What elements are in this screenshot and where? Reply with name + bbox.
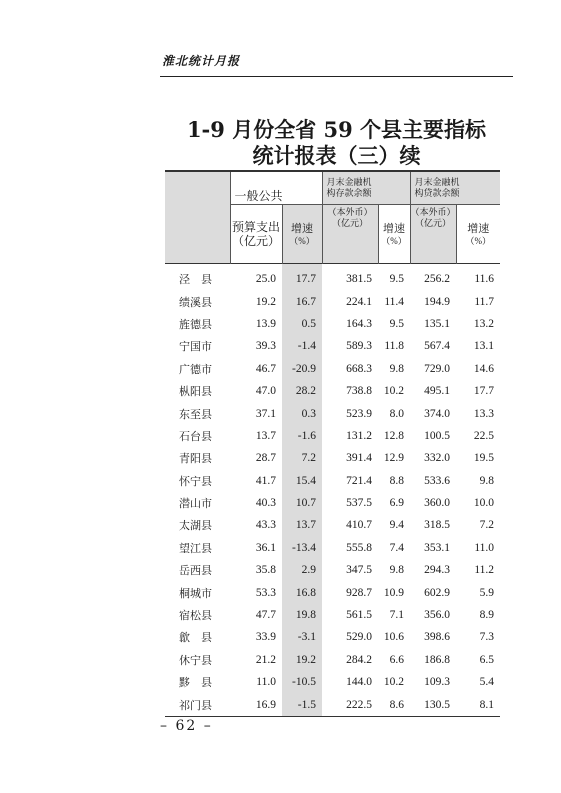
budget-growth-cell: -3.1 [282,626,322,648]
county-name-cell: 休宁县 [179,653,212,667]
loan-growth-cell: 6.5 [479,653,495,666]
deposit-value-cell: 537.5 [346,497,373,510]
loan-growth-cell: 5.4 [479,676,495,689]
loan-value-cell: 294.3 [424,564,451,577]
header-rule [160,76,513,77]
county-name-cell: 黟 县 [179,676,212,690]
budget-growth-cell: 10.7 [282,492,322,514]
loan-growth-cell: 19.5 [473,452,495,465]
loan-growth-cell: 13.3 [473,407,495,420]
table-row [165,626,500,648]
loan-growth-header [456,205,500,264]
budget-value-header [230,205,282,264]
budget-growth-cell: 19.2 [282,649,322,671]
table-row [165,264,500,291]
loan-growth-label: 增速 [467,222,490,235]
loan-value-cell: 729.0 [424,362,451,375]
page-subtitle: 统计报表（三）续 [252,143,421,168]
budget-growth-cell: 0.3 [282,402,322,424]
loan-growth-unit: （%） [465,235,492,246]
deposit-growth-cell: 6.9 [389,497,405,510]
budget-growth-cell: -20.9 [282,358,322,380]
deposit-value-cell: 410.7 [346,519,373,532]
budget-value-cell: 16.9 [230,693,282,716]
budget-growth-cell: 13.7 [282,514,322,536]
budget-value-cell: 35.8 [255,564,276,577]
county-name-cell: 宿松县 [179,609,212,623]
deposit-growth-cell: 10.2 [383,676,405,689]
loan-value-cell: 130.5 [410,693,456,716]
deposit-growth-cell: 6.6 [389,653,405,666]
deposit-growth-header [378,205,410,264]
deposit-value-cell: 561.5 [346,609,373,622]
budget-growth-cell: 28.2 [282,380,322,402]
deposit-growth-cell: 9.8 [389,362,405,375]
deposit-value-cell: 721.4 [346,474,373,487]
deposit-value-cell: 928.7 [346,586,373,599]
county-name-cell: 太湖县 [179,519,212,533]
loan-value-cell: 495.1 [424,385,451,398]
deposit-growth-cell: 9.4 [389,519,405,532]
budget-value-cell: 46.7 [255,362,276,375]
budget-value-cell: 37.1 [255,407,276,420]
deposit-growth-cell: 9.5 [389,273,405,286]
budget-header-top [230,171,322,205]
table-row [165,380,500,402]
loan-value-cell: 567.4 [424,340,451,353]
loan-value-cell: 353.1 [424,541,451,554]
loan-header-l1: 月末金融机 [414,177,460,187]
deposit-value-cell: 381.5 [346,273,373,286]
table-row [165,693,500,716]
budget-growth-label: 增速 [291,222,313,235]
county-name-cell: 青阳县 [179,452,212,466]
loan-value-cell: 356.0 [424,609,451,622]
budget-header-l2: 预算支出 [231,220,280,234]
budget-value-cell: 28.7 [255,452,276,465]
deposit-growth-cell: 10.6 [383,631,405,644]
loan-value-cell: 194.9 [424,295,451,308]
budget-value-cell: 33.9 [255,631,276,644]
deposit-growth-cell: 7.1 [389,609,405,622]
table-row [165,514,500,536]
county-name-cell: 旌德县 [179,317,212,331]
budget-growth-cell: -13.4 [282,537,322,559]
budget-value-cell: 19.2 [255,295,276,308]
county-name-cell: 桐城市 [179,586,212,600]
budget-value-cell: 47.7 [255,609,276,622]
loan-value-cell: 186.8 [424,653,451,666]
publication-header: 淮北统计月报 [162,54,241,68]
budget-growth-cell: -1.6 [282,425,322,447]
deposit-value-cell: 555.8 [346,541,373,554]
loan-growth-cell: 10.0 [473,497,495,510]
deposit-value-cell: 224.1 [346,295,373,308]
statistics-table [165,170,500,717]
table-row [165,425,500,447]
table-row [165,581,500,603]
table-row [165,470,500,492]
table-row [165,313,500,335]
budget-growth-cell: 0.5 [282,313,322,335]
table-row [165,671,500,693]
loan-header-l3: （本外币） [410,207,456,217]
loan-value-cell: 360.0 [424,497,451,510]
table-body [165,264,500,717]
budget-value-cell: 13.7 [255,429,276,442]
budget-value-cell: 21.2 [255,653,276,666]
loan-header-top [410,171,500,205]
deposit-value-cell: 523.9 [346,407,373,420]
budget-header-l1: 一般公共 [234,189,283,203]
budget-value-cell: 11.0 [256,676,276,689]
loan-value-cell: 256.2 [424,273,451,286]
deposit-header-l3: （本外币） [327,207,373,217]
table-row [165,447,500,469]
table-row [165,335,500,357]
page-title: 1-9 月份全省 59 个县主要指标 [186,117,487,142]
budget-growth-unit: （%） [289,235,315,246]
budget-growth-cell: 16.8 [282,581,322,603]
loan-growth-cell: 9.8 [479,474,495,487]
budget-growth-cell: 16.7 [282,290,322,312]
budget-value-cell: 43.3 [255,519,276,532]
deposit-header-l1: 月末金融机 [326,177,372,187]
loan-growth-cell: 13.1 [473,340,495,353]
loan-growth-cell: 7.3 [479,631,495,644]
deposit-value-cell: 144.0 [346,676,373,689]
deposit-value-cell: 284.2 [346,653,373,666]
deposit-value-header [322,205,378,264]
county-name-cell: 东至县 [179,407,212,421]
budget-growth-cell: 7.2 [282,447,322,469]
budget-value-cell: 40.3 [255,497,276,510]
deposit-growth-label: 增速 [383,222,406,235]
loan-growth-cell: 11.7 [474,295,495,308]
loan-value-cell: 135.1 [424,317,451,330]
table-row [165,358,500,380]
budget-value-cell: 13.9 [255,317,276,330]
loan-growth-cell: 11.6 [474,273,495,286]
budget-value-cell: 25.0 [255,273,276,286]
table-row [165,649,500,671]
loan-growth-cell: 11.2 [474,564,495,577]
deposit-value-cell: 668.3 [346,362,373,375]
deposit-growth-cell: 8.8 [389,474,405,487]
deposit-growth-cell: 7.4 [389,541,405,554]
deposit-value-cell: 391.4 [346,452,373,465]
loan-growth-cell: 8.9 [479,609,495,622]
deposit-value-cell: 347.5 [346,564,373,577]
table-row [165,402,500,424]
table-row [165,604,500,626]
county-name-cell: 广德市 [179,362,212,376]
deposit-growth-cell: 9.5 [389,317,405,330]
budget-value-cell: 47.0 [255,385,276,398]
budget-value-cell: 41.7 [255,474,276,487]
budget-growth-cell: -1.5 [282,693,322,716]
loan-growth-cell: 14.6 [473,362,495,375]
loan-growth-cell: 13.2 [473,317,495,330]
deposit-header-l2: 构存款余额 [326,188,372,198]
deposit-growth-cell: 11.4 [384,295,405,308]
loan-growth-cell: 11.0 [474,541,495,554]
deposit-value-cell: 222.5 [322,693,378,716]
deposit-value-cell: 131.2 [346,429,373,442]
deposit-growth-cell: 8.0 [389,407,405,420]
deposit-value-cell: 738.8 [346,385,373,398]
loan-value-cell: 109.3 [424,676,451,689]
deposit-growth-cell: 10.2 [383,385,405,398]
budget-value-cell: 53.3 [255,586,276,599]
county-name-cell: 绩溪县 [179,295,212,309]
loan-value-cell: 533.6 [424,474,451,487]
budget-value-cell: 36.1 [255,541,276,554]
loan-growth-cell: 5.9 [479,586,495,599]
deposit-growth-cell: 12.9 [383,452,405,465]
county-name-cell: 望江县 [179,541,212,555]
loan-growth-cell: 22.5 [473,429,495,442]
deposit-value-cell: 589.3 [346,340,373,353]
county-name-cell: 怀宁县 [179,474,212,488]
county-name-cell: 石台县 [179,429,212,443]
deposit-growth-unit: （%） [381,235,407,246]
loan-growth-cell: 17.7 [473,385,495,398]
loan-header-l4: （亿元） [415,218,452,228]
budget-growth-cell: 2.9 [282,559,322,581]
deposit-growth-cell: 11.8 [384,340,405,353]
budget-growth-cell: 17.7 [282,264,322,291]
budget-value-cell: 39.3 [255,340,276,353]
loan-value-cell: 374.0 [424,407,451,420]
table-row [165,290,500,312]
table-row [165,492,500,514]
budget-growth-cell: 19.8 [282,604,322,626]
page-number: – 62 – [160,718,213,734]
deposit-growth-cell: 9.8 [389,564,405,577]
county-name-cell: 潜山市 [179,497,212,511]
loan-value-header [410,205,456,264]
table-row [165,537,500,559]
loan-header-l2: 构贷款余额 [414,188,460,198]
deposit-growth-cell: 12.8 [383,429,405,442]
deposit-growth-cell: 8.6 [378,693,410,716]
loan-value-cell: 332.0 [424,452,451,465]
budget-header-l3: （亿元） [231,234,280,248]
deposit-growth-cell: 10.9 [383,586,405,599]
deposit-value-cell: 164.3 [346,317,373,330]
loan-value-cell: 318.5 [424,519,451,532]
county-name-cell: 宁国市 [179,340,212,354]
budget-growth-cell: -1.4 [282,335,322,357]
deposit-header-top [322,171,410,205]
stub-header [165,171,230,264]
deposit-header-l4: （亿元） [332,218,369,228]
table-row [165,559,500,581]
loan-growth-cell: 8.1 [456,693,500,716]
county-name-cell: 泾 县 [179,273,212,287]
loan-growth-cell: 7.2 [479,519,495,532]
county-name-cell: 岳西县 [179,564,212,578]
loan-value-cell: 398.6 [424,631,451,644]
county-name-cell: 歙 县 [179,631,212,645]
county-name-cell: 枞阳县 [179,385,212,399]
deposit-value-cell: 529.0 [346,631,373,644]
budget-growth-cell: -10.5 [282,671,322,693]
county-name-cell: 祁门县 [165,693,230,716]
budget-growth-header [282,205,322,264]
loan-value-cell: 100.5 [424,429,451,442]
loan-value-cell: 602.9 [424,586,451,599]
budget-growth-cell: 15.4 [282,470,322,492]
